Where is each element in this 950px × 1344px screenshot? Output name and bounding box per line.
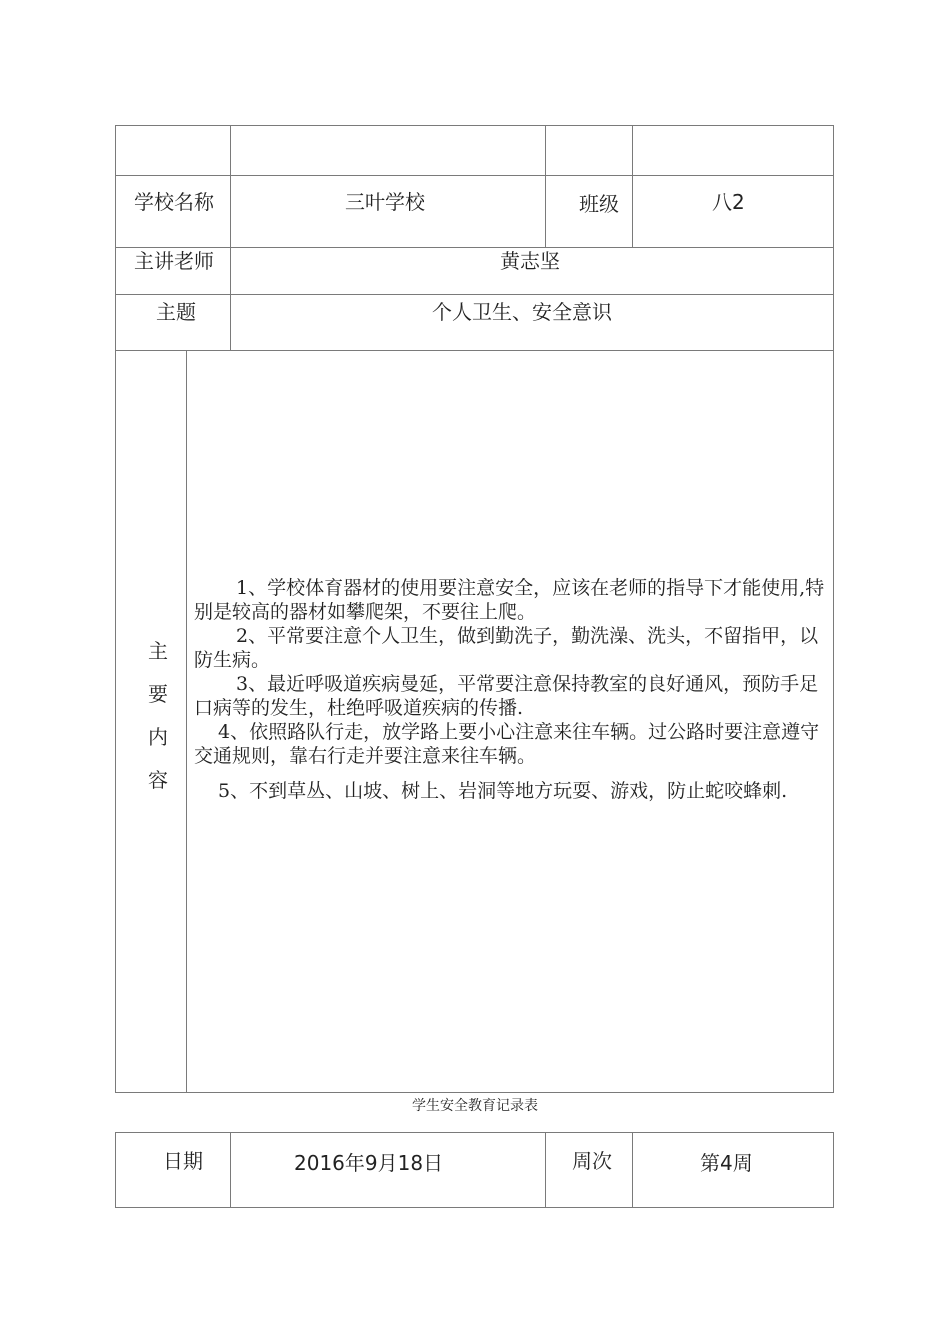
topic-label: 主题 [156, 300, 196, 324]
date-value: 2016年9月18日 [294, 1151, 444, 1175]
content-label [140, 630, 176, 802]
content-label-char: 主 [148, 639, 168, 663]
footer-border-right [833, 1132, 834, 1208]
date-label: 日期 [163, 1149, 203, 1173]
content-label-char: 容 [148, 768, 168, 792]
content-label-char: 内 [148, 725, 168, 749]
week-label: 周次 [572, 1149, 612, 1173]
col-divider [186, 350, 187, 1093]
week-value: 第4周 [700, 1151, 753, 1175]
footer-border-bottom [115, 1207, 834, 1208]
class-label: 班级 [579, 192, 619, 216]
content-body [194, 576, 828, 814]
content-paragraph: 2、平常要注意个人卫生，做到勤洗子，勤洗澡、洗头，不留指甲，以防生病。 [194, 625, 819, 671]
content-paragraph: 5、不到草丛、山坡、树上、岩洞等地方玩耍、游戏，防止蛇咬蜂刺. [218, 780, 788, 802]
footer-col-divider [230, 1132, 231, 1208]
table-border-top [115, 125, 834, 126]
table-caption: 学生安全教育记录表 [412, 1098, 538, 1114]
col-divider [545, 125, 546, 248]
content-paragraph: 3、最近呼吸道疾病曼延，平常要注意保持教室的良好通风，预防手足口病等的发生，杜绝呼吸道疾病的传播. [194, 673, 819, 719]
footer-border-left [115, 1132, 116, 1208]
col-divider [632, 125, 633, 248]
school-name-value: 三叶学校 [345, 190, 425, 214]
content-paragraph: 4、依照路队行走，放学路上要小心注意来往车辆。过公路时要注意遵守交通规则，靠右行走并要注意来往车辆。 [194, 721, 820, 767]
col-divider [230, 125, 231, 351]
table-border-left [115, 125, 116, 1093]
row-divider [115, 350, 834, 351]
topic-value: 个人卫生、安全意识 [432, 300, 612, 324]
footer-border-top [115, 1132, 834, 1133]
table-border-right [833, 125, 834, 1093]
content-paragraph: 1、学校体育器材的使用要注意安全，应该在老师的指导下才能使用,特别是较高的器材如攀爬架，不要往上爬。 [194, 577, 825, 623]
table-border-bottom [115, 1092, 834, 1093]
teacher-value: 黄志坚 [500, 249, 560, 273]
content-label-char: 要 [148, 682, 168, 706]
class-value: 八2 [712, 190, 745, 214]
row-divider [115, 175, 834, 176]
row-divider [115, 294, 834, 295]
footer-col-divider [545, 1132, 546, 1208]
row-divider [115, 247, 834, 248]
school-name-label: 学校名称 [134, 190, 214, 214]
footer-col-divider [632, 1132, 633, 1208]
teacher-label: 主讲老师 [134, 249, 214, 273]
